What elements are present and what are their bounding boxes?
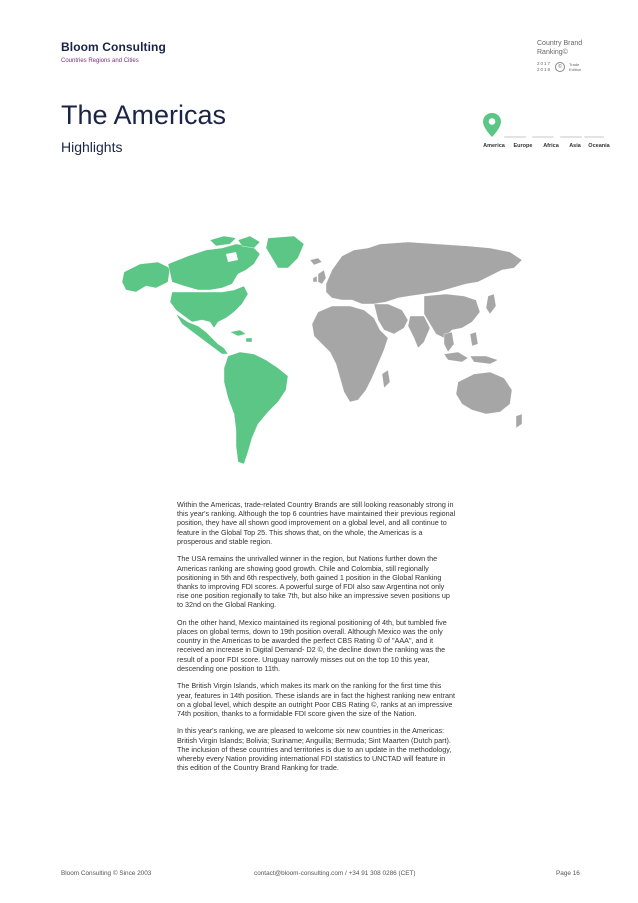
region-america[interactable]: America (483, 143, 505, 149)
article-body (177, 500, 457, 781)
region-selector (480, 112, 610, 154)
region-africa[interactable]: Africa (543, 143, 559, 149)
page-subtitle: Highlights (61, 139, 123, 155)
rest-of-world (310, 242, 522, 428)
footer-copyright: Bloom Consulting © Since 2003 (61, 870, 152, 877)
americas-highlight (122, 236, 304, 464)
footer-contact[interactable]: contact@bloom-consulting.com / +34 91 308 0286 (CET) (254, 870, 416, 877)
paragraph-1: Within the Americas, trade-related Country Brands are still looking reasonably strong in this year's ranking. Although the top 6 countries have maintained their previous regional position, they have all shown good improvement on a global level, and all continue to feature in the Global Top 25. This shows that, on the whole, the Americas is a prosperous and stable region. (177, 500, 456, 546)
report-title: Country Brand Ranking© (537, 40, 583, 56)
paragraph-4: The British Virgin Islands, which makes its mark on the ranking for the first time this year, features in 14th position. These islands are in fact the highest ranking new entrant on a global level, which despite an outright Poor CBS Rating ©, ranks at an impressive 74th position, thanks to a formidable FDI score given the size of the Nation. (177, 681, 455, 718)
brand-subtitle: Countries Regions and Cities (61, 58, 139, 64)
report-year-end: 2018 (537, 67, 552, 72)
copyright-icon: © (555, 62, 565, 72)
world-map (118, 234, 528, 468)
page-title: The Americas (61, 100, 227, 130)
brand-name: Bloom Consulting (61, 40, 166, 54)
region-asia[interactable]: Asia (569, 143, 581, 149)
report-years (537, 61, 551, 73)
paragraph-3: On the other hand, Mexico maintained its regional positioning of 4th, but tumbled five places on global terms, down to 19th position overall. Although Mexico was the only country in the Americas to be awarded the perfect CBS Rating © of "AAA", and it received an increase in Digital Demand- D2 ©, the decline down the ranking was the result of a poor FDI score. Uruguay narrowly misses out on the top 10 this year, descending one position to 11th. (177, 617, 447, 673)
region-tabs-bar (480, 134, 604, 140)
report-edition-line2: Edition (569, 67, 582, 72)
region-oceania[interactable]: Oceania (588, 143, 610, 149)
report-edition (569, 62, 581, 72)
report-edition-line1: Trade (569, 62, 580, 67)
paragraph-5: In this year's ranking, we are pleased to welcome six new countries in the Americas: British Virgin Islands; Bolivia; Suriname; Anguilla; Bermuda; Sint Maarten (Dutch part). The inclusion of these countries and territories is due to an update in the methodology, whereby every Nation providing international FDI statistics to UNCTAD will feature in this edition of the Country Brand Ranking for trade. (177, 726, 452, 773)
page-number: Page 16 (556, 870, 580, 877)
report-year-start: 2017 (537, 61, 552, 66)
region-europe[interactable]: Europe (513, 143, 533, 149)
report-badge (537, 39, 607, 73)
paragraph-2: The USA remains the unrivalled winner in the region, but Nations further down the Americas ranking are showing good growth. Chile and Colombia, still regionally positioning in 5th and 6th respectively, both gained 1 position in the Global Ranking thanks to improving FDI scores. A powerful surge of FDI also saw Argentina not only rise one position regionally to take 7th, but also hike an impressive seven positions up to 32nd on the Global Ranking. (177, 554, 450, 610)
